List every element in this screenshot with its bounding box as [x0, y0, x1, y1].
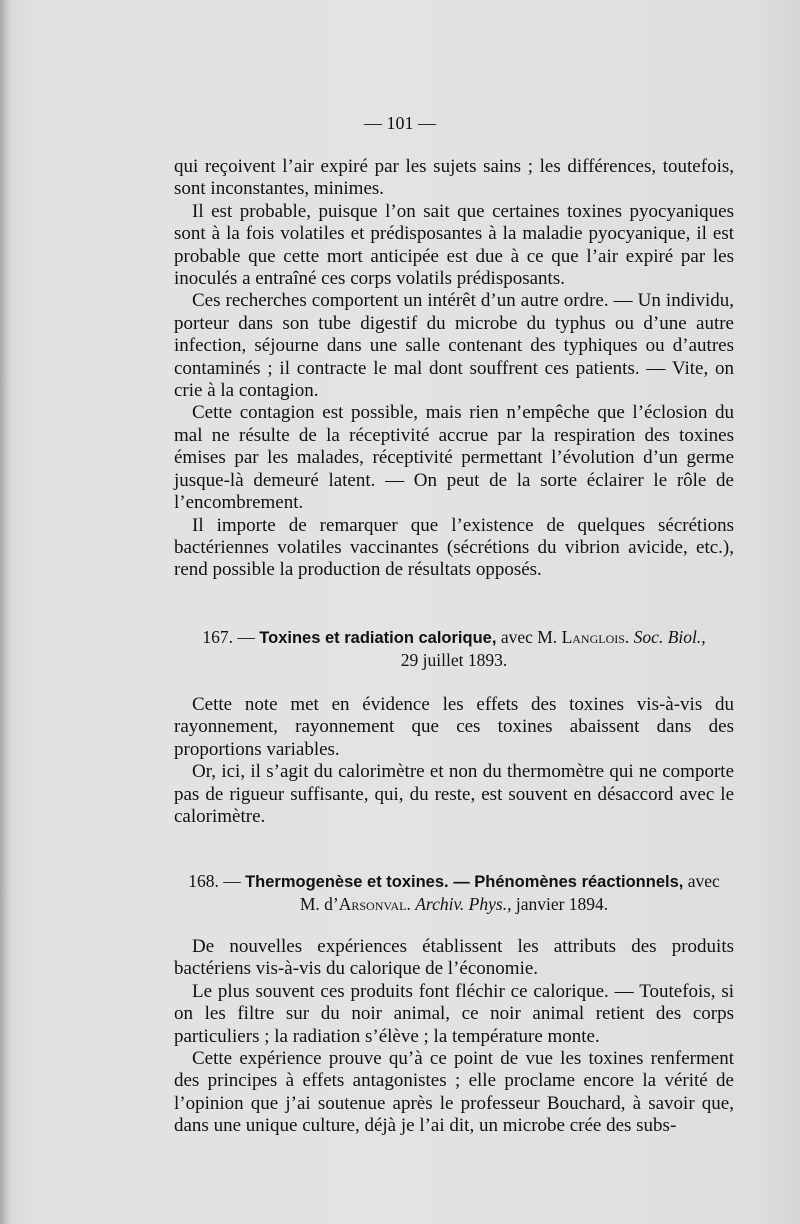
paragraph: De nouvelles expériences établissent les attributs des produits bactériens vis-à-vis du calorique de l’économie.: [174, 936, 734, 980]
entry-number: 167. —: [202, 627, 255, 647]
entry-167-heading: [174, 626, 734, 672]
entry-168-body: [174, 936, 734, 1138]
entry-168-heading: [174, 870, 734, 916]
paragraph: qui reçoivent l’air expiré par les sujets sains ; les différences, toutefois, sont inconstantes, minimes.: [174, 156, 734, 200]
paragraph: Ces recherches comportent un intérêt d’un autre ordre. — Un individu, porteur dans son tube digestif du microbe du typhus ou d’une autre infection, séjourne dans une salle contenant des typhiques ou d’autres contaminés ; il contracte le mal dont souffrent ces patients. — Vite, on crie à la contagion.: [174, 290, 734, 402]
entry-author: Arsonval.: [338, 894, 411, 915]
paragraph: Cette expérience prouve qu’à ce point de vue les toxines renferment des principes à effets antagonistes ; elle proclame encore la vérité de l’opinion que j’ai soutenue après le professeur Bouchard, à savoir que, dans une unique culture, déjà je l’ai dit, un microbe crée des subs-: [174, 1048, 734, 1137]
paragraph: Le plus souvent ces produits font fléchir ce calorique. — Toutefois, si on les filtre sur du noir animal, ce noir animal retient des corps particuliers ; la radiation s’élève ; la température monte.: [174, 980, 734, 1047]
entry-number: 168. —: [188, 871, 241, 891]
paragraph: Il importe de remarquer que l’existence de quelques sécrétions bactériennes volatiles vaccinantes (sécrétions du vibrion avicide, etc.), rend possible la production de résultats opposés.: [174, 514, 734, 581]
page-number: — 101 —: [364, 113, 436, 133]
entry-title: Toxines et radiation calorique,: [259, 629, 497, 647]
paragraph: Cette note met en évidence les effets des toxines vis-à-vis du rayonnement, rayonnement que ces toxines abaissent dans des proportions variables.: [174, 694, 734, 760]
paragraph: Or, ici, il s’agit du calorimètre et non du thermomètre qui ne comporte pas de rigueur suffisante, qui, du reste, est souvent en désaccord avec le calorimètre.: [174, 761, 734, 828]
entry-author: Langlois.: [561, 627, 630, 647]
entry-journal: Soc. Biol.,: [633, 627, 706, 647]
paragraph: Cette contagion est possible, mais rien n’empêche que l’éclosion du mal ne résulte de la réceptivité accrue par la respiration des toxines émises par les malades, réceptivité permettant l’évolution d’un germe jusque-là demeuré latent. — On peut de la sorte éclairer le rôle de l’encombrement.: [174, 402, 734, 514]
entry-date: janvier 1894.: [515, 894, 609, 915]
entry-journal: Archiv. Phys.,: [415, 894, 512, 915]
entry-with: avec: [687, 871, 720, 891]
entry-167-body: [174, 694, 734, 828]
entry-author-prefix: M. d’: [299, 894, 339, 915]
paragraph: Il est probable, puisque l’on sait que certaines toxines pyocyaniques sont à la fois volatiles et prédisposantes à la maladie pyocyanique, il est probable que cette mort anticipée est due à ce que l’air expiré par les inoculés a entraîné ces corps volatils prédisposants.: [174, 200, 734, 290]
page-gutter-shadow: [0, 0, 10, 1224]
entry-title: Thermogenèse et toxines. — Phénomènes réactionnels,: [245, 873, 684, 891]
entry-date: 29 juillet 1893.: [400, 650, 508, 671]
section-continuation: [174, 156, 734, 582]
entry-with: avec M.: [500, 627, 558, 647]
